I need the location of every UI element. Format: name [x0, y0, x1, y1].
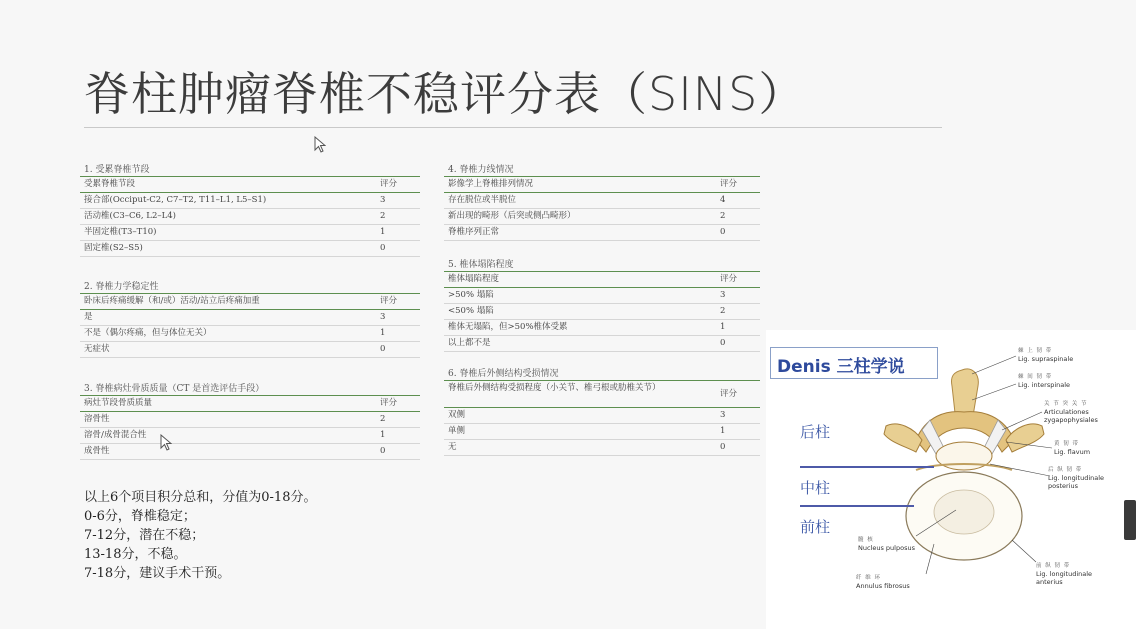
row-criterion: 溶骨性 — [80, 412, 378, 428]
table-row — [444, 320, 760, 336]
table-row — [80, 209, 420, 225]
table-vertebral-collapse — [444, 259, 760, 352]
row-score: 0 — [378, 444, 420, 460]
mouse-cursor-icon — [314, 136, 326, 154]
label-interspinale: 棘 间 韧 带 Lig. interspinale — [1018, 374, 1071, 389]
row-score: 0 — [378, 241, 420, 257]
table-row — [444, 209, 760, 225]
table-row — [80, 342, 420, 358]
table-posterolateral — [444, 368, 760, 456]
table-alignment — [444, 164, 760, 241]
score-table — [80, 176, 420, 257]
row-score: 0 — [378, 342, 420, 358]
page-title: 脊柱肿瘤脊椎不稳评分表（SINS） — [84, 67, 806, 121]
summary-line: 以上6个项目积分总和，分值为0-18分。 — [84, 490, 317, 505]
header-score: 评分 — [718, 272, 760, 288]
table-row — [80, 225, 420, 241]
row-score: 3 — [378, 193, 420, 209]
score-table — [80, 293, 420, 358]
row-score: 3 — [718, 408, 760, 424]
summary-line: 0-6分，脊椎稳定； — [84, 509, 196, 524]
table-row — [444, 424, 760, 440]
row-score: 2 — [718, 209, 760, 225]
table-row — [80, 444, 420, 460]
row-criterion: 无 — [444, 440, 718, 456]
table-row — [444, 304, 760, 320]
header-criterion: 受累脊椎节段 — [80, 177, 378, 193]
table-header-row — [80, 396, 420, 412]
header-score: 评分 — [378, 177, 420, 193]
table-row — [444, 193, 760, 209]
score-table — [444, 176, 760, 241]
row-criterion: 双侧 — [444, 408, 718, 424]
anterior-column-label: 前柱 — [800, 518, 831, 536]
row-criterion: >50% 塌陷 — [444, 288, 718, 304]
header-criterion: 影像学上脊椎排列情况 — [444, 177, 718, 193]
header-criterion: 病灶节段骨质质量 — [80, 396, 378, 412]
table-row — [444, 288, 760, 304]
table-row — [80, 428, 420, 444]
row-criterion: 活动椎(C3–C6, L2–L4) — [80, 209, 378, 225]
table-bone-quality — [80, 383, 420, 460]
row-criterion: 固定椎(S2–S5) — [80, 241, 378, 257]
row-criterion: 单侧 — [444, 424, 718, 440]
row-criterion: 接合部(Occiput-C2, C7–T2, T11–L1, L5–S1) — [80, 193, 378, 209]
row-criterion: 是 — [80, 310, 378, 326]
label-nucleus-pulposus: 髓 核 Nucleus pulposus — [858, 537, 915, 552]
diagram-title-box — [770, 347, 938, 379]
table-section-title: 1. 受累脊椎节段 — [84, 165, 150, 175]
table-row — [444, 336, 760, 352]
table-header-row — [80, 294, 420, 310]
table-mechanical-pain — [80, 281, 420, 358]
table-row — [444, 225, 760, 241]
header-score: 评分 — [718, 177, 760, 193]
table-row — [80, 412, 420, 428]
row-score: 1 — [378, 225, 420, 241]
table-row — [80, 310, 420, 326]
row-criterion: 不是（偶尔疼痛，但与体位无关） — [80, 326, 378, 342]
summary-line: 13-18分，不稳。 — [84, 547, 187, 562]
row-criterion: 存在脱位或半脱位 — [444, 193, 718, 209]
table-segment — [80, 164, 420, 257]
row-score: 0 — [718, 440, 760, 456]
label-longitudinale-posterius: 后 纵 韧 带 Lig. longitudinale posterius — [1048, 467, 1105, 490]
label-longitudinale-anterius: 前 纵 韧 带 Lig. longitudinale anterius — [1036, 563, 1093, 586]
table-section-title: 2. 脊椎力学稳定性 — [84, 282, 159, 292]
diagram-title: Denis 三柱学说 — [777, 357, 905, 377]
row-score: 4 — [718, 193, 760, 209]
score-table — [444, 380, 760, 456]
row-score: 1 — [718, 320, 760, 336]
score-summary — [84, 488, 316, 583]
table-header-row — [444, 177, 760, 193]
row-score: 1 — [718, 424, 760, 440]
table-header-row — [80, 177, 420, 193]
table-section-title: 5. 椎体塌陷程度 — [448, 260, 514, 270]
summary-line: 7-12分，潜在不稳； — [84, 528, 205, 543]
label-zygapophysiales: 关 节 突 关 节 Articulationes zygapophysiales — [1044, 401, 1098, 424]
table-section-title: 3. 脊椎病灶骨质质量（CT 是首选评估手段） — [84, 384, 265, 394]
table-row — [80, 326, 420, 342]
header-score: 评分 — [378, 396, 420, 412]
row-score: 0 — [718, 225, 760, 241]
row-criterion: 脊椎序列正常 — [444, 225, 718, 241]
row-criterion: 半固定椎(T3–T10) — [80, 225, 378, 241]
row-score: 2 — [378, 412, 420, 428]
header-score: 评分 — [378, 294, 420, 310]
table-header-row — [444, 381, 760, 408]
header-criterion: 卧床后疼痛缓解（和/或）活动/站立后疼痛加重 — [80, 294, 378, 310]
header-score: 评分 — [718, 381, 760, 408]
row-score: 2 — [718, 304, 760, 320]
row-score: 3 — [378, 310, 420, 326]
label-flavum: 黄 韧 带 Lig. flavum — [1054, 441, 1091, 456]
row-criterion: 溶骨/成骨混合性 — [80, 428, 378, 444]
table-section-title: 6. 脊椎后外侧结构受损情况 — [448, 369, 559, 379]
table-row — [444, 440, 760, 456]
score-table — [444, 271, 760, 352]
table-row — [80, 241, 420, 257]
row-criterion: 新出现的畸形（后突或侧凸畸形） — [444, 209, 718, 225]
middle-column-label: 中柱 — [800, 479, 831, 497]
label-annulus-fibrosus: 纤 维 环 Annulus fibrosus — [856, 575, 910, 590]
table-header-row — [444, 272, 760, 288]
table-row — [80, 193, 420, 209]
label-supraspinale: 棘 上 韧 带 Lig. supraspinale — [1018, 348, 1074, 363]
table-section-title: 4. 脊椎力线情况 — [448, 165, 514, 175]
row-score: 3 — [718, 288, 760, 304]
scrollbar-handle[interactable] — [1124, 500, 1136, 540]
mouse-cursor-icon — [160, 434, 172, 452]
score-table — [80, 395, 420, 460]
row-criterion: 成骨性 — [80, 444, 378, 460]
posterior-column-label: 后柱 — [800, 423, 831, 441]
header-criterion: 椎体塌陷程度 — [444, 272, 718, 288]
summary-line: 7-18分，建议手术干预。 — [84, 566, 231, 581]
row-score: 0 — [718, 336, 760, 352]
row-score: 1 — [378, 428, 420, 444]
table-row — [444, 408, 760, 424]
title-divider — [84, 127, 942, 128]
row-criterion: 以上都不是 — [444, 336, 718, 352]
row-score: 2 — [378, 209, 420, 225]
row-criterion: 无症状 — [80, 342, 378, 358]
row-criterion: 椎体无塌陷，但>50%椎体受累 — [444, 320, 718, 336]
row-criterion: <50% 塌陷 — [444, 304, 718, 320]
row-score: 1 — [378, 326, 420, 342]
header-criterion: 脊椎后外侧结构受损程度（小关节、椎弓根或肋椎关节） — [444, 381, 718, 408]
